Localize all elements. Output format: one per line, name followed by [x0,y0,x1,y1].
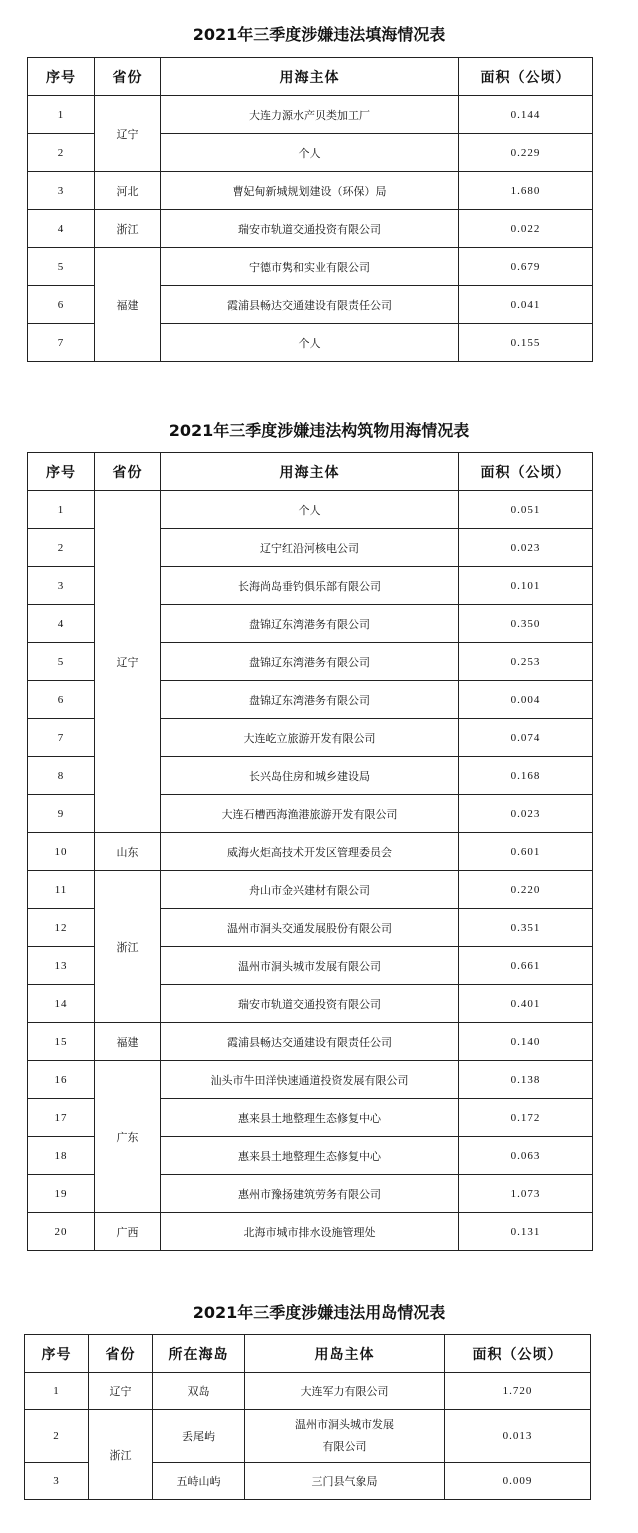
row-no: 1 [25,1373,89,1410]
entity-cell: 三门县气象局 [245,1463,445,1500]
row-no: 15 [28,1023,95,1061]
row-no: 9 [28,795,95,833]
row-no: 6 [28,681,95,719]
area-cell: 0.074 [459,719,593,757]
row-no: 5 [28,248,95,286]
row-no: 18 [28,1137,95,1175]
table-row [28,96,593,134]
entity-cell: 霞浦县畅达交通建设有限责任公司 [161,286,459,324]
area-cell: 0.101 [459,567,593,605]
entity-cell: 大连力源水产贝类加工厂 [161,96,459,134]
province-cell: 浙江 [95,871,161,1023]
table-row [28,172,593,210]
header-entity: 用海主体 [161,58,459,96]
row-no: 6 [28,286,95,324]
row-no: 16 [28,1061,95,1099]
area-cell: 0.253 [459,643,593,681]
row-no: 1 [28,96,95,134]
province-cell: 辽宁 [95,96,161,172]
entity-cell: 个人 [161,324,459,362]
area-cell: 0.144 [459,96,593,134]
row-no: 12 [28,909,95,947]
row-no: 2 [28,134,95,172]
row-no: 19 [28,1175,95,1213]
entity-cell [245,1410,445,1463]
entity-cell: 长兴岛住房和城乡建设局 [161,757,459,795]
entity-cell: 个人 [161,134,459,172]
structures-table [27,452,593,1251]
area-cell: 0.023 [459,795,593,833]
area-cell: 0.661 [459,947,593,985]
header-area: 面积（公顷） [459,453,593,491]
table-row [28,1213,593,1251]
area-cell: 0.013 [445,1410,591,1463]
entity-cell: 大连屹立旅游开发有限公司 [161,719,459,757]
area-cell: 0.601 [459,833,593,871]
entity-cell: 盘锦辽东湾港务有限公司 [161,605,459,643]
table-header-row [25,1335,591,1373]
entity-line: 有限公司 [322,1440,367,1453]
entity-cell: 瑞安市轨道交通投资有限公司 [161,210,459,248]
row-no: 2 [25,1410,89,1463]
island-table [24,1334,591,1500]
area-cell: 1.680 [459,172,593,210]
area-cell: 0.229 [459,134,593,172]
area-cell: 0.679 [459,248,593,286]
table-row [28,210,593,248]
table-row [28,491,593,529]
entity-cell: 温州市洞头城市发展有限公司 [161,947,459,985]
area-cell: 0.022 [459,210,593,248]
entity-line: 温州市洞头城市发展 [295,1418,394,1431]
table-header-row [28,58,593,96]
area-cell: 0.051 [459,491,593,529]
table-row [28,248,593,286]
table-row [28,1023,593,1061]
area-cell: 0.009 [445,1463,591,1500]
header-province: 省份 [89,1335,153,1373]
row-no: 11 [28,871,95,909]
island-cell: 丢尾屿 [153,1410,245,1463]
province-cell: 浙江 [95,210,161,248]
header-island: 所在海岛 [153,1335,245,1373]
reclamation-table [27,57,593,362]
table-row [25,1410,591,1463]
table-row [28,1061,593,1099]
row-no: 7 [28,324,95,362]
area-cell: 0.350 [459,605,593,643]
province-cell: 广西 [95,1213,161,1251]
entity-cell: 惠州市豫扬建筑劳务有限公司 [161,1175,459,1213]
row-no: 1 [28,491,95,529]
province-cell: 浙江 [89,1410,153,1500]
row-no: 20 [28,1213,95,1251]
area-cell: 1.720 [445,1373,591,1410]
row-no: 17 [28,1099,95,1137]
entity-cell: 舟山市金兴建材有限公司 [161,871,459,909]
area-cell: 0.351 [459,909,593,947]
entity-cell: 曹妃甸新城规划建设（环保）局 [161,172,459,210]
row-no: 3 [28,172,95,210]
area-cell: 0.131 [459,1213,593,1251]
table1-title: 2021年三季度涉嫌违法填海情况表 [192,25,446,44]
area-cell: 0.063 [459,1137,593,1175]
row-no: 8 [28,757,95,795]
row-no: 14 [28,985,95,1023]
header-no: 序号 [25,1335,89,1373]
entity-cell: 温州市洞头交通发展股份有限公司 [161,909,459,947]
island-cell: 五峙山屿 [153,1463,245,1500]
row-no: 10 [28,833,95,871]
entity-cell: 威海火炬高技术开发区管理委员会 [161,833,459,871]
island-cell: 双岛 [153,1373,245,1410]
entity-cell: 大连石槽西海渔港旅游开发有限公司 [161,795,459,833]
province-cell: 福建 [95,248,161,362]
area-cell: 0.168 [459,757,593,795]
table3-title: 2021年三季度涉嫌违法用岛情况表 [192,1303,446,1322]
area-cell: 0.172 [459,1099,593,1137]
province-cell: 河北 [95,172,161,210]
table-row [25,1373,591,1410]
entity-cell: 盘锦辽东湾港务有限公司 [161,681,459,719]
area-cell: 0.041 [459,286,593,324]
entity-cell: 北海市城市排水设施管理处 [161,1213,459,1251]
area-cell: 0.140 [459,1023,593,1061]
header-area: 面积（公顷） [459,58,593,96]
header-no: 序号 [28,58,95,96]
entity-cell: 宁德市隽和实业有限公司 [161,248,459,286]
province-cell: 辽宁 [95,491,161,833]
table-row [28,871,593,909]
table-row [28,833,593,871]
area-cell: 1.073 [459,1175,593,1213]
entity-cell: 瑞安市轨道交通投资有限公司 [161,985,459,1023]
header-province: 省份 [95,58,161,96]
province-cell: 辽宁 [89,1373,153,1410]
row-no: 4 [28,605,95,643]
entity-cell: 汕头市牛田洋快速通道投资发展有限公司 [161,1061,459,1099]
table2-title: 2021年三季度涉嫌违法构筑物用海情况表 [168,421,470,440]
row-no: 5 [28,643,95,681]
entity-cell: 辽宁红沿河核电公司 [161,529,459,567]
province-cell: 福建 [95,1023,161,1061]
province-cell: 广东 [95,1061,161,1213]
entity-cell: 个人 [161,491,459,529]
row-no: 7 [28,719,95,757]
header-area: 面积（公顷） [445,1335,591,1373]
entity-cell: 惠来县土地整理生态修复中心 [161,1137,459,1175]
row-no: 13 [28,947,95,985]
entity-cell: 大连军力有限公司 [245,1373,445,1410]
area-cell: 0.220 [459,871,593,909]
row-no: 4 [28,210,95,248]
entity-cell: 长海尚岛垂钓俱乐部有限公司 [161,567,459,605]
province-cell: 山东 [95,833,161,871]
header-entity: 用岛主体 [245,1335,445,1373]
row-no: 2 [28,529,95,567]
area-cell: 0.138 [459,1061,593,1099]
table-header-row [28,453,593,491]
entity-cell: 惠来县土地整理生态修复中心 [161,1099,459,1137]
area-cell: 0.155 [459,324,593,362]
area-cell: 0.023 [459,529,593,567]
header-province: 省份 [95,453,161,491]
entity-cell: 霞浦县畅达交通建设有限责任公司 [161,1023,459,1061]
area-cell: 0.401 [459,985,593,1023]
area-cell: 0.004 [459,681,593,719]
header-no: 序号 [28,453,95,491]
header-entity: 用海主体 [161,453,459,491]
row-no: 3 [25,1463,89,1500]
entity-cell: 盘锦辽东湾港务有限公司 [161,643,459,681]
row-no: 3 [28,567,95,605]
